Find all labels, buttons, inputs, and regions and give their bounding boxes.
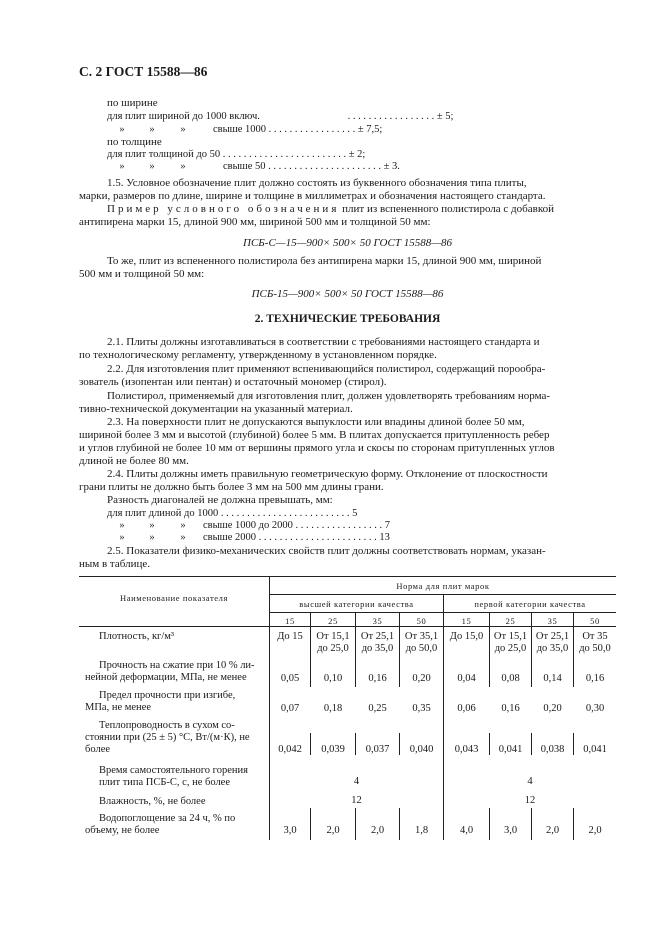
ditto-mark: » <box>149 161 155 172</box>
row-absorption-name: объему, не более <box>85 825 160 836</box>
ditto-mark: » <box>180 161 186 172</box>
p2-4-line-2: грани плиты не должно быть более 3 мм на 500 мм длины грани. <box>79 481 384 493</box>
row-burning-name: плит типа ПСБ-С, с, не более <box>99 777 230 788</box>
row-density-name: Плотность, кг/м³ <box>99 631 175 642</box>
compression-cell: 0,16 <box>585 673 605 684</box>
ditto-mark: » <box>180 124 186 135</box>
grade-header: 35 <box>547 616 558 626</box>
compression-cell: 0,20 <box>412 673 431 684</box>
density-cell: От 15,1 <box>316 631 350 642</box>
p2-4-line-3: Разность диагоналей не должна превышать, мм: <box>107 494 333 506</box>
burning-cell-first: 4 <box>527 776 533 787</box>
width-label: по ширине <box>107 97 158 109</box>
absorption-cell: 2,0 <box>545 825 560 836</box>
row-absorption-name: Водопоглощение за 24 ч, % по <box>99 813 236 824</box>
thickness-row-2-value: ± 3. <box>383 161 400 172</box>
absorption-cell: 2,0 <box>326 825 340 836</box>
p1-5-line-3-rest: плит из вспененного полистирола с добавкой <box>342 203 554 215</box>
thickness-label: по толщине <box>107 136 162 148</box>
thickness-row-1-dots: . . . . . . . . . . . . . . . . . . . . . . . . <box>220 149 349 160</box>
row-burning-name: Время самостоятельного горения <box>99 765 248 776</box>
grade-header: 50 <box>416 616 427 626</box>
cat-high-header: высшей категории качества <box>299 599 414 609</box>
diag-row-3-text: свыше 2000 <box>203 532 257 543</box>
absorption-cell: 2,0 <box>588 825 602 836</box>
p1-5-line-1: 1.5. Условное обозначение плит должно состоять из буквенного обозначения типа плиты, <box>107 177 527 189</box>
p2-3-line-3: и углов глубиной не более 10 мм от вершины прямого угла и скосы по сторонам притупленных углов <box>79 442 555 454</box>
p2-2-line-2: зователь (изопентан или пентан) и остаточный мономер (стирол). <box>79 376 387 388</box>
thickness-row-1-text: для плит толщиной до 50 <box>107 149 221 160</box>
ditto-mark: » <box>149 532 155 543</box>
diag-row-1-value: 5 <box>352 508 358 519</box>
humidity-cell-first: 12 <box>524 795 536 806</box>
grade-header: 35 <box>372 616 383 626</box>
col-name-header: Наименование показателя <box>119 593 228 603</box>
p2-1-line-1: 2.1. Плиты должны изготавливаться в соответствии с требованиями настоящего стандарта и <box>107 336 540 348</box>
ditto-mark: » <box>149 124 155 135</box>
p2-3-line-4: длиной не более 80 мм. <box>79 455 189 467</box>
grade-header: 50 <box>590 616 600 626</box>
density-cell: От 35 <box>582 631 608 642</box>
conductivity-cell: 0,043 <box>454 744 479 755</box>
diag-row-2-dots: . . . . . . . . . . . . . . . . . <box>292 520 385 531</box>
p2-3-line-2: шириной более 3 мм и высотой (глубиной) более 5 мм. В плитах допускается притупленность ребер <box>79 429 550 441</box>
compression-cell: 0,14 <box>543 673 562 684</box>
diag-row-1-text: для плит длиной до 1000 <box>107 508 219 519</box>
conductivity-cell: 0,041 <box>498 744 523 755</box>
section-title: 2. ТЕХНИЧЕСКИЕ ТРЕБОВАНИЯ <box>254 313 441 325</box>
p1-5-line-3 <box>107 203 554 216</box>
width-row-2-dots: . . . . . . . . . . . . . . . . . <box>266 124 358 135</box>
compression-cell: 0,10 <box>323 673 343 684</box>
p1-5-line-4: антипирена марки 15, длиной 900 мм, шириной 500 мм и толщиной 50 мм: <box>79 216 431 228</box>
bending-cell: 0,06 <box>457 703 476 714</box>
width-row-1-value: ± 5; <box>436 111 454 122</box>
diag-row-3-value: 13 <box>379 532 390 543</box>
absorption-cell: 3,0 <box>503 825 518 836</box>
row-conductivity-name: Теплопроводность в сухом со- <box>99 720 235 731</box>
row-bending-name: МПа, не менее <box>85 702 151 713</box>
ditto-mark: » <box>119 532 125 543</box>
density-cell: до 25,0 <box>494 643 527 654</box>
humidity-cell-high: 12 <box>351 795 362 806</box>
ditto-mark: » <box>180 520 186 531</box>
cat-first-header: первой категории качества <box>474 599 586 609</box>
width-row-2 <box>107 123 382 136</box>
p2-5-line-1: 2.5. Показатели физико-механических свойств плит должны соответствовать нормам, указан- <box>107 545 546 557</box>
p-poly-line-2: тивно-технической документации на указанный материал. <box>79 403 353 415</box>
width-row-1-dots: . . . . . . . . . . . . . . . . . <box>345 111 437 122</box>
burning-cell-high: 4 <box>353 776 360 787</box>
row-conductivity-name: стоянии при (25 ± 5) °С, Вт/(м·К), не <box>85 732 250 743</box>
grade-header: 15 <box>461 616 472 626</box>
diag-row-2-value: 7 <box>384 520 391 531</box>
row-conductivity-name: более <box>85 744 111 755</box>
ditto-mark: » <box>180 532 186 543</box>
thickness-row-2-dots: . . . . . . . . . . . . . . . . . . . . . . <box>265 161 384 172</box>
thickness-row-2-text: свыше 50 <box>223 161 266 172</box>
designation-formula-2: ПСБ-15—900× 500× 50 ГОСТ 15588—86 <box>251 288 444 300</box>
grade-header: 25 <box>328 616 338 626</box>
bending-cell: 0,25 <box>368 703 387 714</box>
p-poly-line-1: Полистирол, применяемый для изготовления плит, должен удовлетворять требованиям норма- <box>107 390 551 402</box>
width-row-1-text: для плит шириной до 1000 включ. <box>107 111 260 122</box>
bending-cell: 0,35 <box>412 703 431 714</box>
conductivity-cell: 0,041 <box>583 744 607 755</box>
designation-formula-1: ПСБ-С—15—900× 500× 50 ГОСТ 15588—86 <box>243 237 452 249</box>
density-cell: От 25,1 <box>360 631 395 642</box>
p2-4-line-1: 2.4. Плиты должны иметь правильную геометрическую форму. Отклонение от плоскостности <box>107 468 548 480</box>
ditto-mark: » <box>149 520 155 531</box>
bending-cell: 0,30 <box>585 703 605 714</box>
bending-cell: 0,07 <box>280 703 300 714</box>
conductivity-cell: 0,039 <box>321 744 345 755</box>
density-cell: От 15,1 <box>493 631 528 642</box>
thickness-row-1-value: ± 2; <box>348 149 366 160</box>
width-row-2-value: ± 7,5; <box>357 124 383 135</box>
p1-5-line-6: 500 мм и толщиной 50 мм: <box>79 268 205 280</box>
density-cell: До 15,0 <box>449 631 484 642</box>
compression-cell: 0,04 <box>457 673 476 684</box>
conductivity-cell: 0,040 <box>409 744 434 755</box>
page-header: С. 2 ГОСТ 15588—86 <box>79 64 208 79</box>
bending-cell: 0,20 <box>543 703 562 714</box>
diag-row-2-text: свыше 1000 до 2000 <box>203 520 293 531</box>
compression-cell: 0,16 <box>368 673 387 684</box>
density-cell: От 25,1 <box>535 631 570 642</box>
density-cell: До 15 <box>277 631 303 642</box>
example-label: Пример условного обозначения <box>107 203 340 215</box>
p2-2-line-1: 2.2. Для изготовления плит применяют вспенивающийся полистирол, содержащий порообра- <box>107 363 546 375</box>
width-row-2-text: свыше 1000 <box>213 124 267 135</box>
diag-row-3 <box>107 531 390 544</box>
compression-cell: 0,05 <box>280 673 300 684</box>
conductivity-cell: 0,037 <box>365 744 390 755</box>
grade-header: 15 <box>285 616 295 626</box>
bending-cell: 0,16 <box>501 703 520 714</box>
density-cell: до 35,0 <box>361 643 394 654</box>
grade-header: 25 <box>505 616 516 626</box>
absorption-cell: 1,8 <box>414 825 429 836</box>
compression-cell: 0,08 <box>501 673 520 684</box>
p2-1-line-2: по технологическому регламенту, утвержденному в установленном порядке. <box>79 349 437 361</box>
p2-5-line-2: ным в таблице. <box>79 558 150 570</box>
density-cell: до 50,0 <box>579 643 611 654</box>
diag-row-1-dots: . . . . . . . . . . . . . . . . . . . . . . . . . <box>218 508 353 519</box>
row-bending-name: Предел прочности при изгибе, <box>99 690 236 701</box>
ditto-mark: » <box>119 124 125 135</box>
absorption-cell: 2,0 <box>370 825 385 836</box>
p1-5-line-5: То же, плит из вспененного полистирола без антипирена марки 15, длиной 900 мм, шириной <box>107 255 542 267</box>
density-cell: до 35,0 <box>536 643 569 654</box>
norm-header: Норма для плит марок <box>396 581 490 591</box>
properties-table <box>79 576 616 840</box>
row-compression-name: нейной деформации, МПа, не менее <box>85 672 247 683</box>
density-cell: От 35,1 <box>404 631 439 642</box>
diag-row-3-dots: . . . . . . . . . . . . . . . . . . . . . . . <box>256 532 380 543</box>
ditto-mark: » <box>119 520 125 531</box>
conductivity-cell: 0,038 <box>540 744 565 755</box>
row-humidity-name: Влажность, %, не более <box>99 796 206 807</box>
width-row-1 <box>107 110 453 123</box>
absorption-cell: 4,0 <box>459 825 474 836</box>
absorption-cell: 3,0 <box>283 825 297 836</box>
p1-5-line-2: марки, размеров по длине, ширине и толщине в миллиметрах и обозначения настоящего стандарта. <box>79 190 546 202</box>
row-compression-name: Прочность на сжатие при 10 % ли- <box>99 660 255 671</box>
ditto-mark: » <box>119 161 125 172</box>
density-cell: до 50,0 <box>405 643 438 654</box>
thickness-row-2 <box>107 160 400 173</box>
bending-cell: 0,18 <box>323 703 343 714</box>
conductivity-cell: 0,042 <box>278 744 302 755</box>
density-cell: до 25,0 <box>317 643 349 654</box>
p2-3-line-1: 2.3. На поверхности плит не допускаются выпуклости или впадины длиной более 50 мм, <box>107 416 525 428</box>
